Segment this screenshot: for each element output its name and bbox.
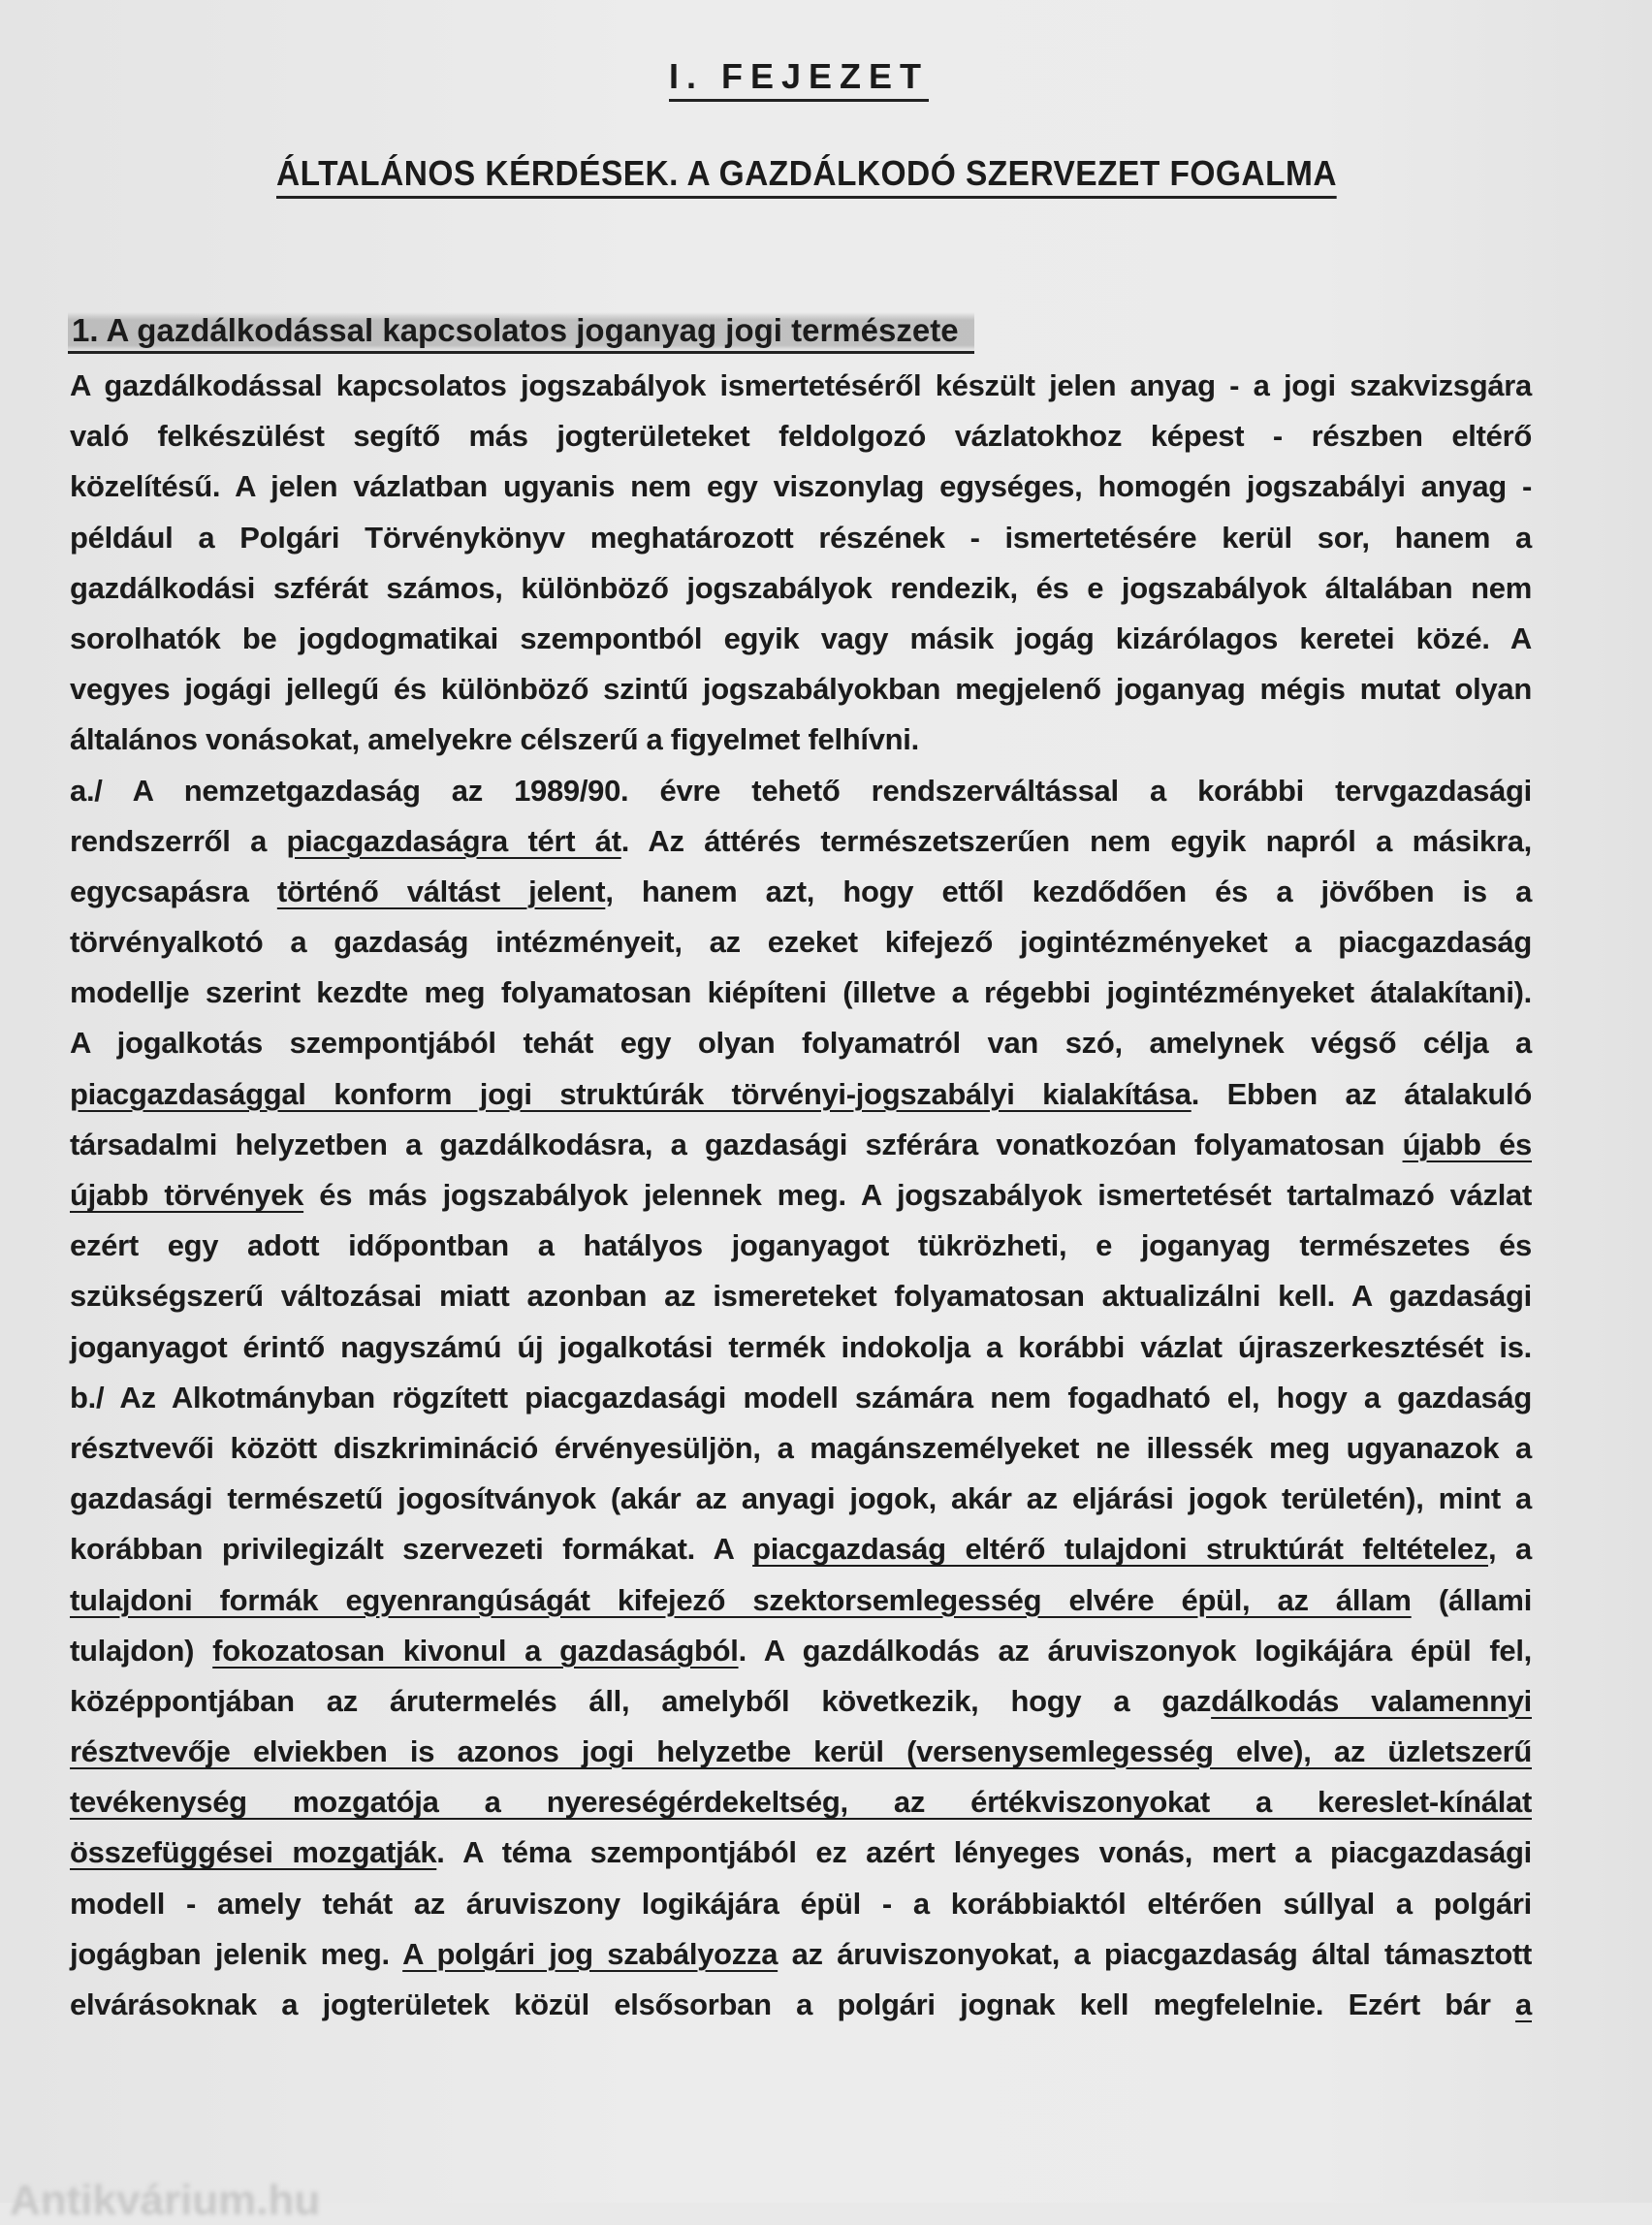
text-line [70,1322,1532,1373]
text-line [70,1676,1532,1727]
text-line [70,1018,1532,1068]
text-line [70,867,1532,917]
text-segment: modell - amely tehát az áruviszony logikájára épül - a korábbiaktól eltérően súllyal a polgári [70,1886,1532,1921]
text-line [70,1777,1532,1828]
text-line [70,968,1532,1018]
text-segment: társadalmi helyzetben a gazdálkodásra, a gazdasági szférára vonatkozóan folyamatosan [70,1127,1403,1161]
underlined-text: összefüggései mozgatják [70,1835,437,1870]
text-segment: . Ebben az átalakuló [1191,1076,1532,1111]
text-line [70,1828,1532,1878]
text-segment: . A gazdálkodás az áruviszonyok logikájára épül fel, [738,1633,1532,1668]
text-segment: például a Polgári Törvénykönyv meghatározott részének - ismertetésére kerül sor, hanem a [70,520,1532,555]
text-line [70,1373,1532,1423]
text-line [70,766,1532,816]
text-segment: , a [1488,1532,1532,1567]
underlined-text: piacgazdaság eltérő tulajdoni struktúrát feltételez [752,1532,1489,1567]
underlined-text: dálkodás valamennyi [1211,1683,1532,1718]
text-segment: középpontjában az árutermelés áll, amelyből következik, hogy a gaz [70,1683,1212,1718]
text-segment: gazdálkodási szférát számos, különböző jogszabályok rendezik, és e jogszabályok általában nem [70,570,1532,605]
text-segment: modellje szerint kezdte meg folyamatosan kiépíteni (illetve a régebbi jogintézményeket átalakítani). [70,975,1532,1010]
chapter-title: I. FEJEZET [669,56,929,102]
text-segment: törvényalkotó a gazdaság intézményeit, az ezeket kifejező jogintézményeket a piacgazdaság [70,925,1532,960]
text-segment: rendszerről a [70,823,287,858]
underlined-text: fokozatosan kivonul a gazdaságból [212,1633,739,1668]
underlined-text: újabb törvények [70,1178,304,1212]
text-line [70,461,1532,512]
underlined-text: tevékenység mozgatója a nyereségérdekeltség, az értékviszonyokat a kereslet-kínálat [70,1785,1532,1820]
text-line [70,1120,1532,1170]
text-segment: b./ Az Alkotmányban rögzített piacgazdasági modell számára nem fogadható el, hogy a gazdaság [70,1380,1532,1414]
text-line [70,1170,1532,1221]
text-line [70,1879,1532,1929]
text-line [70,1929,1532,1980]
text-segment: A jogalkotás szempontjából tehát egy olyan folyamatról van szó, amelynek végső célja a [70,1026,1532,1061]
text-line [70,513,1532,563]
text-segment: résztvevői között diszkrimináció érvényesüljön, a magánszemélyeket ne illessék meg ugyanazok a [70,1430,1532,1465]
text-segment: egycsapásra [70,874,277,908]
text-line [70,1980,1532,2030]
text-line [70,917,1532,968]
underlined-text: piacgazdaságra tért át [286,823,621,858]
text-line [70,614,1532,664]
text-line [70,411,1532,461]
text-segment: az áruviszonyokat, a piacgazdaság által támasztott [778,1936,1532,1971]
text-line [70,1069,1532,1120]
section-heading: 1. A gazdálkodással kapcsolatos joganyag jogi természete [68,312,974,354]
text-segment: általános vonásokat, amelyekre célszerű a figyelmet felhívni. [70,722,919,757]
text-line [70,715,1532,765]
text-segment: sorolhatók be jogdogmatikai szempontból egyik vagy másik jogág kizárólagos keretei közé. A [70,620,1532,655]
watermark: Antikvárium.hu [10,2177,321,2224]
text-line [70,1271,1532,1321]
text-line [70,1626,1532,1676]
text-segment: szükségszerű változásai miatt azonban az ismereteket folyamatosan aktualizálni kell. A gazdasági [70,1279,1532,1314]
body-text [70,361,1532,2030]
text-segment: ezért egy adott időpontban a hatályos joganyagot tükrözheti, e joganyag természetes és [70,1228,1532,1263]
text-line [70,664,1532,715]
text-segment: joganyagot érintő nagyszámú új jogalkotási termék indokolja a korábbi vázlat újraszerkesztését is. [70,1329,1532,1364]
text-line [70,1727,1532,1777]
text-segment: (állami [1411,1582,1533,1617]
underlined-text: a [1515,1987,1532,2021]
text-segment: , hanem azt, hogy ettől kezdődően és a jövőben is a [605,874,1533,908]
text-line [70,1221,1532,1271]
text-segment: közelítésű. A jelen vázlatban ugyanis nem egy viszonylag egységes, homogén jogszabályi anyag - [70,469,1532,504]
text-segment: korábban privilegizált szervezeti formákat. A [70,1532,753,1567]
text-segment: gazdasági természetű jogosítványok (akár az anyagi jogok, akár az eljárási jogok területén), mint a [70,1481,1532,1516]
text-segment: a./ A nemzetgazdaság az 1989/90. évre tehető rendszerváltással a korábbi tervgazdasági [70,773,1532,808]
text-segment: és más jogszabályok jelennek meg. A jogszabályok ismertetését tartalmazó vázlat [303,1178,1532,1212]
text-line [70,1423,1532,1474]
text-segment: A gazdálkodással kapcsolatos jogszabályok ismertetéséről készült jelen anyag - a jogi szakvizsgára [70,368,1532,402]
underlined-text: újabb és [1402,1127,1532,1161]
text-line [70,1474,1532,1524]
text-segment: . A téma szempontjából ez azért lényeges vonás, mert a piacgazdasági [436,1835,1532,1870]
text-line [70,1524,1532,1574]
text-line [70,816,1532,867]
chapter-subtitle: ÁLTALÁNOS KÉRDÉSEK. A GAZDÁLKODÓ SZERVEZET FOGALMA [276,153,1337,199]
underlined-text: tulajdoni formák egyenrangúságát kifejező szektorsemlegesség elvére épül, az állam [70,1582,1412,1617]
underlined-text: történő váltást jelent [276,874,606,908]
text-segment: tulajdon) [70,1633,213,1668]
underlined-text: piacgazdasággal konform jogi struktúrák törvényi-jogszabályi kialakítása [70,1076,1191,1111]
text-segment: elvárásoknak a jogterületek közül elsősorban a polgári jognak kell megfelelnie. Ezért bár [70,1987,1516,2021]
underlined-text: résztvevője elviekben is azonos jogi helyzetbe kerül (versenysemlegesség elve), az üzletszerű [70,1734,1532,1769]
text-line [70,563,1532,614]
text-segment: . Az áttérés természetszerűen nem egyik napról a másikra, [620,823,1532,858]
underlined-text: A polgári jog szabályozza [402,1936,778,1971]
text-segment: jogágban jelenik meg. [70,1936,403,1971]
text-segment: vegyes jogági jellegű és különböző szintű jogszabályokban megjelenő joganyag mégis mutat olyan [70,672,1532,707]
text-segment: való felkészülést segítő más jogterületeket feldolgozó vázlatokhoz képest - részben eltérő [70,419,1532,454]
text-line [70,1575,1532,1626]
text-line [70,361,1532,411]
